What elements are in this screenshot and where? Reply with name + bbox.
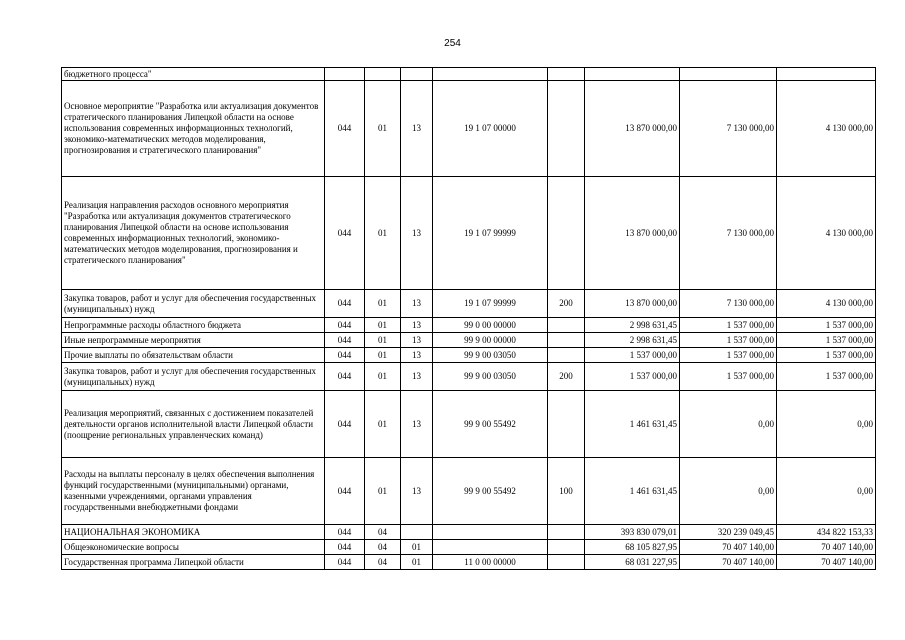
table-row bbox=[62, 540, 876, 555]
gr-code-cell: 044 bbox=[325, 333, 365, 348]
section-code-cell: 01 bbox=[365, 290, 401, 318]
expense-type-cell bbox=[548, 391, 585, 458]
amount-year2-cell: 7 130 000,00 bbox=[680, 81, 777, 177]
section-code-cell: 01 bbox=[365, 391, 401, 458]
amount-year1-cell: 13 870 000,00 bbox=[585, 290, 680, 318]
target-article-cell: 19 1 07 00000 bbox=[433, 81, 548, 177]
target-article-cell: 99 9 00 03050 bbox=[433, 348, 548, 363]
section-code-cell: 04 bbox=[365, 540, 401, 555]
target-article-cell: 19 1 07 99999 bbox=[433, 177, 548, 290]
table-row bbox=[62, 290, 876, 318]
amount-year3-cell: 434 822 153,33 bbox=[777, 525, 876, 540]
amount-year3-cell: 0,00 bbox=[777, 458, 876, 525]
amount-year3-cell: 1 537 000,00 bbox=[777, 363, 876, 391]
row-name-cell: Государственная программа Липецкой области bbox=[62, 555, 325, 570]
amount-year3-cell: 0,00 bbox=[777, 391, 876, 458]
row-name-cell: Реализация мероприятий, связанных с достижением показателей деятельности органов исполнительной власти Липецкой области (поощрение региональных управленческих команд) bbox=[62, 391, 325, 458]
amount-year3-cell: 1 537 000,00 bbox=[777, 348, 876, 363]
amount-year3-cell bbox=[777, 68, 876, 81]
section-code-cell: 04 bbox=[365, 555, 401, 570]
expense-type-cell: 200 bbox=[548, 363, 585, 391]
expense-type-cell bbox=[548, 348, 585, 363]
subsection-code-cell: 13 bbox=[401, 81, 433, 177]
row-name-cell: Расходы на выплаты персоналу в целях обеспечения выполнения функций государственными (муниципальными) органами, казенными учреждениями, органами управления государственными внебюджетными фондами bbox=[62, 458, 325, 525]
table-row bbox=[62, 177, 876, 290]
gr-code-cell: 044 bbox=[325, 363, 365, 391]
expense-type-cell bbox=[548, 318, 585, 333]
expense-type-cell: 100 bbox=[548, 458, 585, 525]
target-article-cell: 99 9 00 55492 bbox=[433, 391, 548, 458]
amount-year3-cell: 70 407 140,00 bbox=[777, 555, 876, 570]
subsection-code-cell: 13 bbox=[401, 458, 433, 525]
target-article-cell: 19 1 07 99999 bbox=[433, 290, 548, 318]
gr-code-cell: 044 bbox=[325, 525, 365, 540]
target-article-cell: 99 0 00 00000 bbox=[433, 318, 548, 333]
row-name-cell: Иные непрограммные мероприятия bbox=[62, 333, 325, 348]
table-row bbox=[62, 391, 876, 458]
amount-year2-cell: 320 239 049,45 bbox=[680, 525, 777, 540]
amount-year1-cell: 68 105 827,95 bbox=[585, 540, 680, 555]
gr-code-cell: 044 bbox=[325, 458, 365, 525]
subsection-code-cell: 13 bbox=[401, 391, 433, 458]
expense-type-cell bbox=[548, 68, 585, 81]
gr-code-cell: 044 bbox=[325, 348, 365, 363]
section-code-cell: 01 bbox=[365, 177, 401, 290]
target-article-cell: 99 9 00 55492 bbox=[433, 458, 548, 525]
amount-year2-cell: 70 407 140,00 bbox=[680, 555, 777, 570]
gr-code-cell bbox=[325, 68, 365, 81]
amount-year3-cell: 1 537 000,00 bbox=[777, 318, 876, 333]
gr-code-cell: 044 bbox=[325, 391, 365, 458]
amount-year2-cell bbox=[680, 68, 777, 81]
section-code-cell: 01 bbox=[365, 458, 401, 525]
amount-year3-cell: 4 130 000,00 bbox=[777, 177, 876, 290]
amount-year2-cell: 1 537 000,00 bbox=[680, 318, 777, 333]
table-row bbox=[62, 363, 876, 391]
target-article-cell bbox=[433, 525, 548, 540]
subsection-code-cell: 13 bbox=[401, 177, 433, 290]
page-number: 254 bbox=[444, 38, 461, 49]
subsection-code-cell: 01 bbox=[401, 555, 433, 570]
table-row bbox=[62, 348, 876, 363]
gr-code-cell: 044 bbox=[325, 177, 365, 290]
target-article-cell: 11 0 00 00000 bbox=[433, 555, 548, 570]
amount-year1-cell: 13 870 000,00 bbox=[585, 81, 680, 177]
amount-year1-cell: 2 998 631,45 bbox=[585, 333, 680, 348]
row-name-cell: Основное мероприятие "Разработка или актуализация документов стратегического планирования Липецкой области на основе использования современных информационных технологий, экономико-математических методов моделирования, прогнозирования и стратегического планирования" bbox=[62, 81, 325, 177]
amount-year1-cell: 1 537 000,00 bbox=[585, 348, 680, 363]
budget-table bbox=[61, 67, 876, 570]
section-code-cell: 01 bbox=[365, 363, 401, 391]
amount-year2-cell: 0,00 bbox=[680, 391, 777, 458]
target-article-cell bbox=[433, 68, 548, 81]
target-article-cell: 99 9 00 03050 bbox=[433, 363, 548, 391]
gr-code-cell: 044 bbox=[325, 318, 365, 333]
expense-type-cell bbox=[548, 177, 585, 290]
amount-year2-cell: 1 537 000,00 bbox=[680, 333, 777, 348]
row-name-cell: Закупка товаров, работ и услуг для обеспечения государственных (муниципальных) нужд bbox=[62, 363, 325, 391]
table-row bbox=[62, 525, 876, 540]
subsection-code-cell: 13 bbox=[401, 333, 433, 348]
table-row bbox=[62, 318, 876, 333]
subsection-code-cell: 01 bbox=[401, 540, 433, 555]
gr-code-cell: 044 bbox=[325, 290, 365, 318]
table-row bbox=[62, 68, 876, 81]
target-article-cell bbox=[433, 540, 548, 555]
section-code-cell: 04 bbox=[365, 525, 401, 540]
subsection-code-cell: 13 bbox=[401, 348, 433, 363]
section-code-cell bbox=[365, 68, 401, 81]
row-name-cell: Непрограммные расходы областного бюджета bbox=[62, 318, 325, 333]
gr-code-cell: 044 bbox=[325, 540, 365, 555]
gr-code-cell: 044 bbox=[325, 555, 365, 570]
amount-year1-cell: 393 830 079,01 bbox=[585, 525, 680, 540]
amount-year2-cell: 7 130 000,00 bbox=[680, 177, 777, 290]
table-row bbox=[62, 81, 876, 177]
amount-year1-cell bbox=[585, 68, 680, 81]
expense-type-cell bbox=[548, 81, 585, 177]
row-name-cell: бюджетного процесса" bbox=[62, 68, 325, 81]
amount-year1-cell: 68 031 227,95 bbox=[585, 555, 680, 570]
subsection-code-cell: 13 bbox=[401, 363, 433, 391]
amount-year1-cell: 1 537 000,00 bbox=[585, 363, 680, 391]
amount-year2-cell: 70 407 140,00 bbox=[680, 540, 777, 555]
row-name-cell: НАЦИОНАЛЬНАЯ ЭКОНОМИКА bbox=[62, 525, 325, 540]
row-name-cell: Прочие выплаты по обязательствам области bbox=[62, 348, 325, 363]
amount-year2-cell: 0,00 bbox=[680, 458, 777, 525]
expense-type-cell bbox=[548, 525, 585, 540]
amount-year3-cell: 4 130 000,00 bbox=[777, 81, 876, 177]
amount-year3-cell: 4 130 000,00 bbox=[777, 290, 876, 318]
section-code-cell: 01 bbox=[365, 318, 401, 333]
table-row bbox=[62, 458, 876, 525]
table-row bbox=[62, 333, 876, 348]
expense-type-cell: 200 bbox=[548, 290, 585, 318]
amount-year3-cell: 1 537 000,00 bbox=[777, 333, 876, 348]
amount-year1-cell: 13 870 000,00 bbox=[585, 177, 680, 290]
table-row bbox=[62, 555, 876, 570]
row-name-cell: Общеэкономические вопросы bbox=[62, 540, 325, 555]
amount-year1-cell: 1 461 631,45 bbox=[585, 391, 680, 458]
section-code-cell: 01 bbox=[365, 81, 401, 177]
gr-code-cell: 044 bbox=[325, 81, 365, 177]
section-code-cell: 01 bbox=[365, 348, 401, 363]
subsection-code-cell: 13 bbox=[401, 318, 433, 333]
target-article-cell: 99 9 00 00000 bbox=[433, 333, 548, 348]
amount-year2-cell: 7 130 000,00 bbox=[680, 290, 777, 318]
subsection-code-cell bbox=[401, 525, 433, 540]
expense-type-cell bbox=[548, 540, 585, 555]
expense-type-cell bbox=[548, 333, 585, 348]
amount-year2-cell: 1 537 000,00 bbox=[680, 348, 777, 363]
expense-type-cell bbox=[548, 555, 585, 570]
row-name-cell: Закупка товаров, работ и услуг для обеспечения государственных (муниципальных) нужд bbox=[62, 290, 325, 318]
subsection-code-cell bbox=[401, 68, 433, 81]
amount-year2-cell: 1 537 000,00 bbox=[680, 363, 777, 391]
row-name-cell: Реализация направления расходов основного мероприятия "Разработка или актуализация документов стратегического планирования Липецкой области на основе использования современных информационных технологий, экономико-математических методов моделирования, прогнозирования и стратегического планирования" bbox=[62, 177, 325, 290]
section-code-cell: 01 bbox=[365, 333, 401, 348]
amount-year3-cell: 70 407 140,00 bbox=[777, 540, 876, 555]
amount-year1-cell: 2 998 631,45 bbox=[585, 318, 680, 333]
subsection-code-cell: 13 bbox=[401, 290, 433, 318]
amount-year1-cell: 1 461 631,45 bbox=[585, 458, 680, 525]
